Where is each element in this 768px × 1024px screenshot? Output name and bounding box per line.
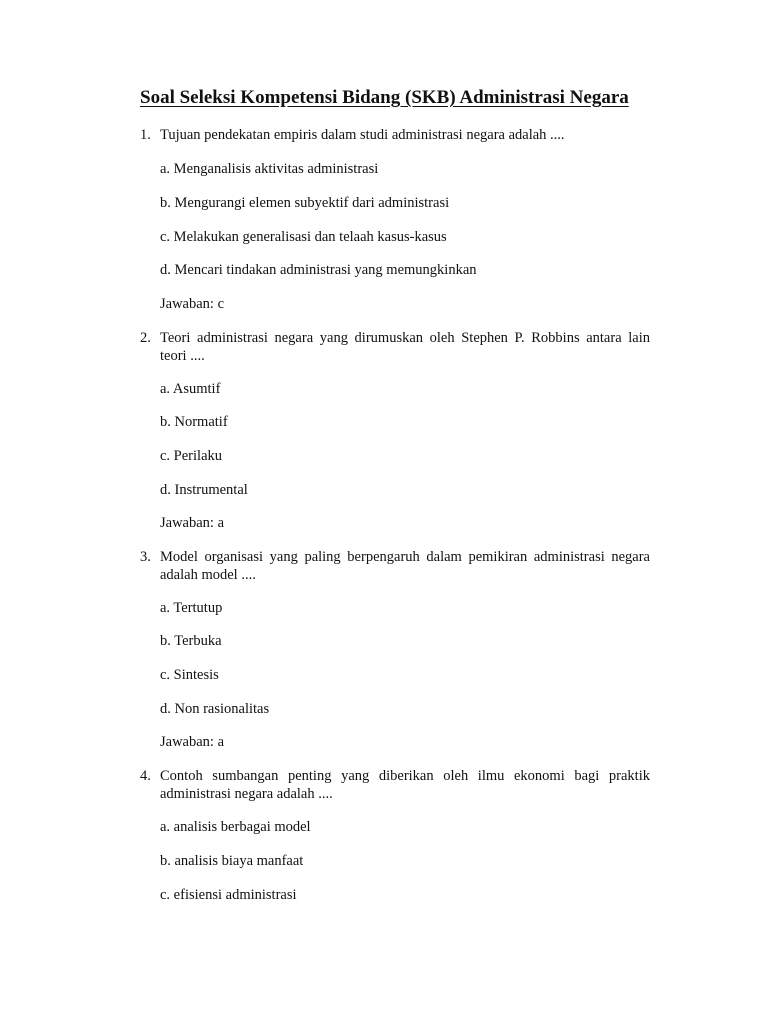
- option-b: b. Mengurangi elemen subyektif dari administrasi: [160, 195, 450, 211]
- question-text: Tujuan pendekatan empiris dalam studi administrasi negara adalah ....: [160, 127, 565, 143]
- option-b: b. Terbuka: [160, 633, 222, 649]
- option-c: c. Perilaku: [160, 448, 223, 464]
- option-d: d. Instrumental: [160, 482, 248, 498]
- answer-label: Jawaban: c: [160, 296, 225, 312]
- option-c: c. efisiensi administrasi: [160, 887, 297, 903]
- option-a: a. Asumtif: [160, 381, 221, 397]
- option-b: b. Normatif: [160, 414, 228, 430]
- question-number: 3.: [140, 549, 151, 565]
- option-d: d. Mencari tindakan administrasi yang memungkinkan: [160, 262, 477, 278]
- question-3: [140, 548, 650, 584]
- question-number: 1.: [140, 127, 151, 143]
- answer-label: Jawaban: a: [160, 734, 225, 750]
- document-title: Soal Seleksi Kompetensi Bidang (SKB) Administrasi Negara: [140, 87, 629, 108]
- option-b: b. analisis biaya manfaat: [160, 853, 304, 869]
- option-a: a. analisis berbagai model: [160, 819, 311, 835]
- option-d: d. Non rasionalitas: [160, 701, 270, 717]
- question-text: Teori administrasi negara yang dirumuskan oleh Stephen P. Robbins antara lain teori ....: [160, 330, 650, 364]
- option-a: a. Tertutup: [160, 600, 223, 616]
- question-number: 2.: [140, 330, 151, 346]
- question-4: [140, 767, 650, 803]
- question-text: Model organisasi yang paling berpengaruh dalam pemikiran administrasi negara adalah model ....: [160, 549, 650, 583]
- question-1: [140, 126, 650, 144]
- answer-label: Jawaban: a: [160, 515, 225, 531]
- question-number: 4.: [140, 768, 151, 784]
- option-a: a. Menganalisis aktivitas administrasi: [160, 161, 379, 177]
- question-2: [140, 329, 650, 365]
- option-c: c. Melakukan generalisasi dan telaah kasus-kasus: [160, 229, 447, 245]
- question-text: Contoh sumbangan penting yang diberikan oleh ilmu ekonomi bagi praktik administrasi negara adalah ....: [160, 768, 650, 802]
- option-c: c. Sintesis: [160, 667, 219, 683]
